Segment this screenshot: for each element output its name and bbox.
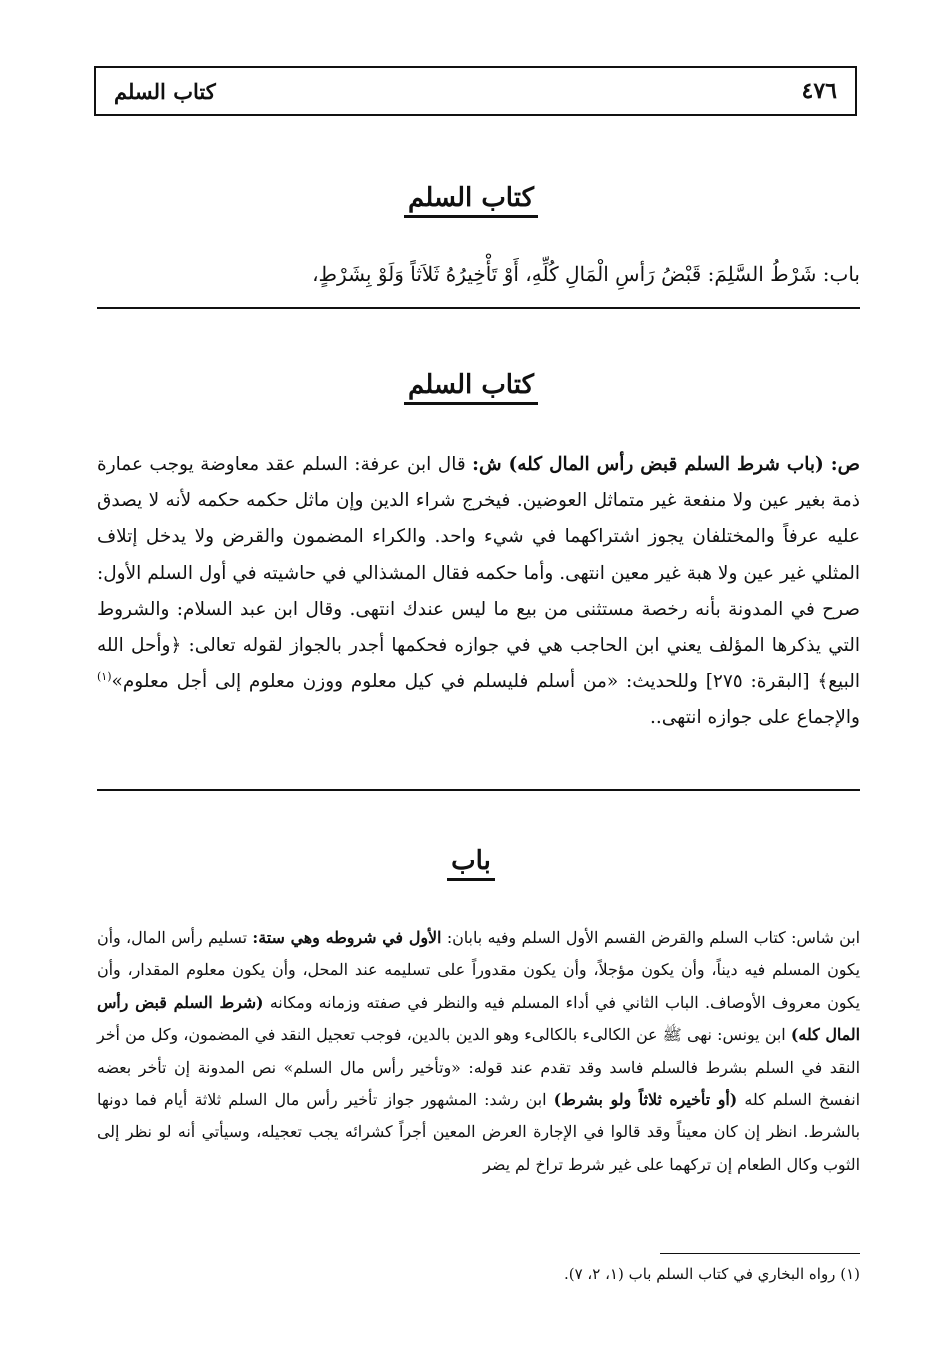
commentary-paragraph [97,447,860,737]
section2-title: كتاب السلم [0,370,942,400]
section1-title: كتاب السلم [0,183,942,213]
header-page-number: ٤٧٦ [801,78,837,104]
running-header [94,66,857,116]
divider [97,789,860,791]
header-book-title: كتاب السلم [114,78,216,104]
gloss-paragraph: ابن شاس: كتاب السلم والقرض القسم الأول السلم وفيه بابان: الأول في شروطه وهي ستة: تسليم رأس المال، وأن يكون المسلم فيه ديناً، وأن يكون مؤجلاً، وأن يكون مقدوراً على تسليمه عند المحل، وأن يكون معلوم المقدار، وأن يكون معروف الأوصاف. الباب الثاني في أداء المسلم فيه والنظر في صفته وزمانه ومكانه (شرط السلم قبض رأس المال كله) ابن يونس: نهى ﷺ عن الكالىء بالكالىء وهو الدين بالدين، فوجب تعجيل النقد في المضمون، وكل من أخر النقد في السلم بشرط فالسلم فاسد وقد تقدم عند قوله: «وتأخير رأس مال السلم» نص المدونة إن تأخر بعضه انفسخ السلم كله (أو تأخيره ثلاثاً ولو بشرط) ابن رشد: المشهور جواز تأخير رأس مال السلم ثلاثة أيام فما دونها بالشرط. انظر إن كان معيناً وقد قالوا في الإجارة العرض المعين أجراً كشرائه يجب تعجيله، وسيأتي أنه لو نظر إلى الثوب وكال الطعام إن تركهما على غير شرط تراخ لم يضر [97,928,860,1174]
footnote [97,1260,860,1288]
commentary-lead: ص: (باب شرط السلم قبض رأس المال كله) ش: [472,454,860,475]
footnote-divider [660,1253,860,1254]
commentary-tail: والإجماع على جوازه انتهى.. [650,707,860,729]
footnote-reference: (١) [97,670,112,684]
footnote-marker: (١) [840,1265,860,1283]
section3-title: باب [0,846,942,876]
divider [97,307,860,309]
footnote-text: رواه البخاري في كتاب السلم باب (١، ٢، ٧). [563,1265,836,1283]
section1-bab-line: باب: شَرْطُ السَّلِمَ: قَبْضُ رَأسِ الْمَالِ كُلِّهِ، أَوْ تَأْخِيرُهُ ثَلاَثاً وَلَوْ بِشَرْطٍ، [312,262,860,286]
commentary-body: قال ابن عرفة: السلم عقد معاوضة يوجب عمارة ذمة بغير عين ولا منفعة غير متماثل العوضين. فيخرج شراء الدين وإن ماثل حكمه حكمه لأنه لا يصدق عليه عرفاً والمختلفان يجوز اشتراكهما في شيء واحد. والكراء المضمون والقرض ولا يدخل إتلاف المثلي غير عين ولا هبة غير معين انتهى. وأما حكمه فقال المشذالي في حاشيته في أول السلم الأول: صرح في المدونة بأنه رخصة مستثنى من بيع ما ليس عندك انتهى. وقال ابن عبد السلام: والشروط التي يذكرها المؤلف يعني ابن الحاجب هي في جوازه فحكمها أجدر بالجواز لقوله تعالى: ﴿وأحل الله البيع﴾ [البقرة: ٢٧٥] وللحديث: «من أسلم فليسلم في كيل معلوم ووزن معلوم إلى أجل معلوم» [97,454,860,693]
